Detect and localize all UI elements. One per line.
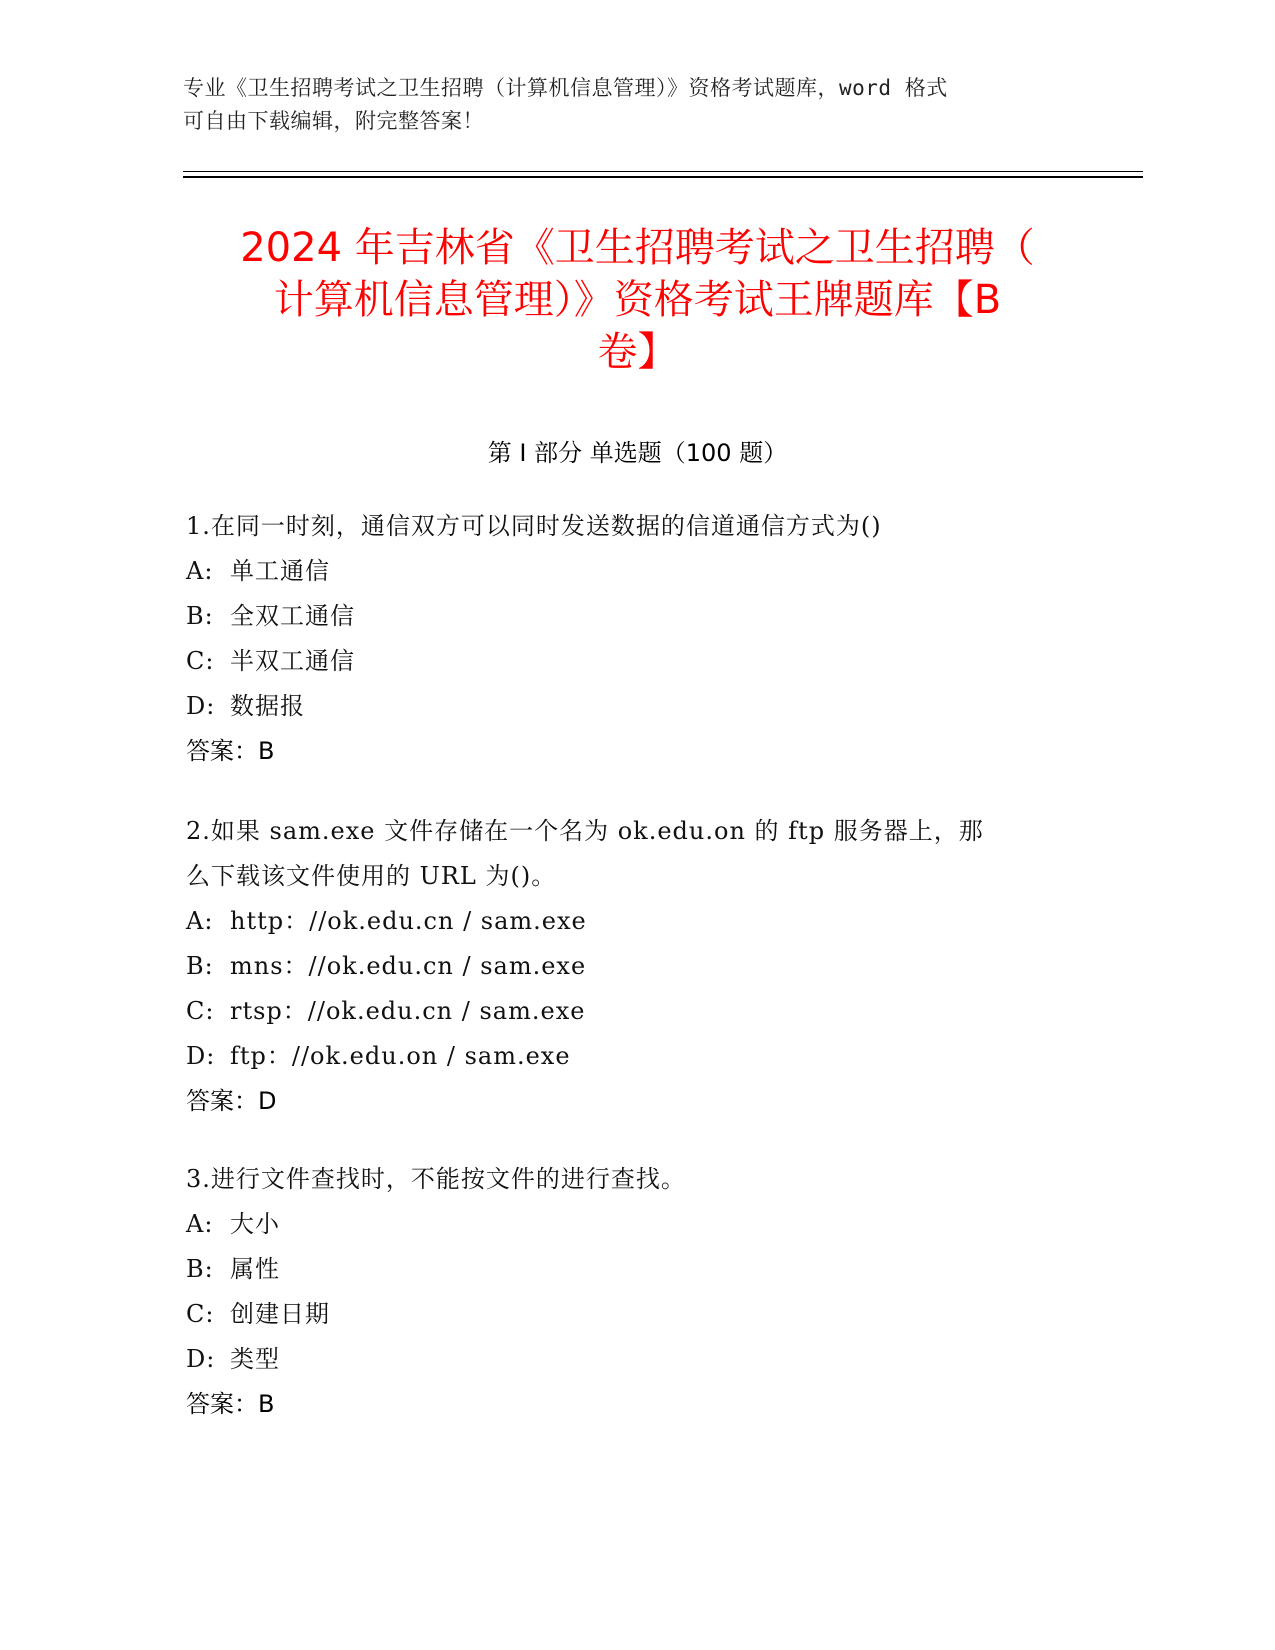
option-letter: A: xyxy=(186,557,214,585)
option-text: 创建日期 xyxy=(230,1300,330,1328)
section-heading: 第 I 部分 单选题（100 题） xyxy=(487,439,788,467)
option-text: 类型 xyxy=(230,1345,280,1373)
question-3 xyxy=(186,1157,1086,1427)
header-note-line-1: 专业《卫生招聘考试之卫生招聘（计算机信息管理）》资格考试题库，word 格式 xyxy=(183,76,948,100)
option-text: 单工通信 xyxy=(230,557,330,585)
question-2 xyxy=(186,809,1086,1124)
option-letter: D: xyxy=(186,1042,216,1070)
option-text: http：//ok.edu.cn / sam.exe xyxy=(230,907,587,935)
option-letter: D: xyxy=(186,692,216,720)
option-letter: A: xyxy=(186,1210,214,1238)
question-stem-line-1: 2.如果 sam.exe 文件存储在一个名为 ok.edu.on 的 ftp 服务器上，那 xyxy=(186,817,984,845)
header-divider-thin xyxy=(183,171,1143,172)
option-d xyxy=(186,1337,1086,1382)
option-text: 属性 xyxy=(230,1255,280,1283)
header-note-line-2: 可自由下载编辑，附完整答案！ xyxy=(183,109,484,133)
header-divider-thick xyxy=(183,176,1143,178)
answer: 答案：B xyxy=(186,1390,275,1418)
question-1 xyxy=(186,504,1086,774)
option-letter: C: xyxy=(186,997,215,1025)
option-c xyxy=(186,989,1086,1034)
option-letter: C: xyxy=(186,1300,215,1328)
option-text: 全双工通信 xyxy=(230,602,355,630)
option-b xyxy=(186,594,1086,639)
option-a xyxy=(186,1202,1086,1247)
option-b xyxy=(186,944,1086,989)
document-title-line-3: 卷】 xyxy=(597,329,678,375)
question-stem-line-2: 么下载该文件使用的 URL 为()。 xyxy=(186,862,557,890)
option-c xyxy=(186,639,1086,684)
option-letter: B: xyxy=(186,952,214,980)
answer: 答案：B xyxy=(186,737,275,765)
document-title-line-1: 2024 年吉林省《卫生招聘考试之卫生招聘（ xyxy=(240,225,1035,271)
option-b xyxy=(186,1247,1086,1292)
option-a xyxy=(186,899,1086,944)
document-title xyxy=(150,222,1125,378)
option-letter: B: xyxy=(186,1255,214,1283)
document-title-line-2: 计算机信息管理）》资格考试王牌题库【B xyxy=(273,277,1002,323)
option-a xyxy=(186,549,1086,594)
option-text: 半双工通信 xyxy=(230,647,355,675)
option-letter: A: xyxy=(186,907,214,935)
option-text: 数据报 xyxy=(230,692,305,720)
header-note xyxy=(183,72,1063,138)
answer: 答案：D xyxy=(186,1087,277,1115)
option-d xyxy=(186,684,1086,729)
option-letter: C: xyxy=(186,647,215,675)
option-text: rtsp：//ok.edu.cn / sam.exe xyxy=(230,997,586,1025)
question-stem: 1.在同一时刻，通信双方可以同时发送数据的信道通信方式为() xyxy=(186,512,882,540)
option-letter: B: xyxy=(186,602,214,630)
option-text: ftp：//ok.edu.on / sam.exe xyxy=(230,1042,571,1070)
option-d xyxy=(186,1034,1086,1079)
question-stem: 3.进行文件查找时，不能按文件的进行查找。 xyxy=(186,1165,686,1193)
option-letter: D: xyxy=(186,1345,216,1373)
option-text: mns：//ok.edu.cn / sam.exe xyxy=(230,952,587,980)
option-c xyxy=(186,1292,1086,1337)
option-text: 大小 xyxy=(230,1210,280,1238)
